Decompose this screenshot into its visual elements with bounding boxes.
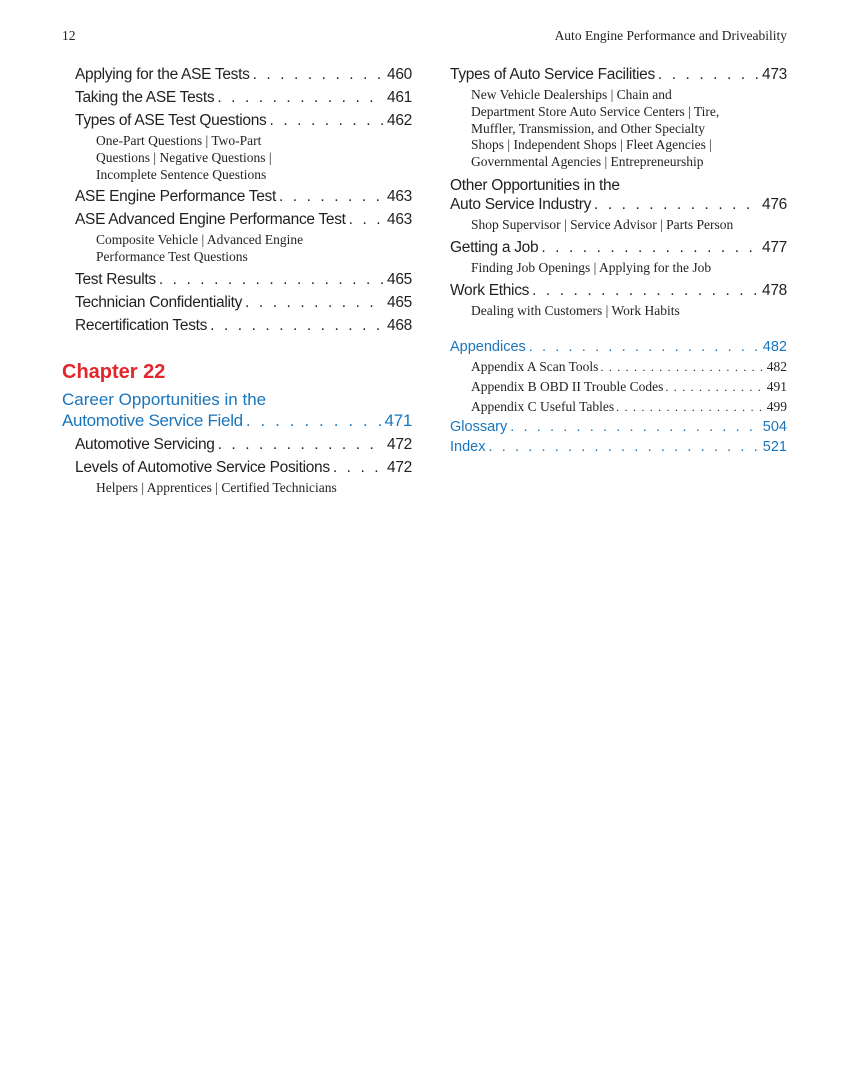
- toc-entry[interactable]: Types of Auto Service Facilities . . . 473: [450, 66, 787, 84]
- toc-subtopics: One-Part Questions | Two-Part Questions | Negative Questions | Incomplete Sentence Questions: [96, 133, 272, 182]
- toc-entry[interactable]: Work Ethics . . . 478: [450, 282, 787, 300]
- chapter-label: Chapter 22: [62, 360, 166, 383]
- chapter-title-entry[interactable]: Automotive Service Field . . . 471: [62, 411, 412, 431]
- toc-entry[interactable]: Auto Service Industry . . . 476: [450, 196, 787, 214]
- toc-subtopics: Dealing with Customers | Work Habits: [471, 302, 680, 318]
- toc-entry[interactable]: ASE Advanced Engine Performance Test . . . 463: [62, 211, 412, 229]
- toc-entry[interactable]: Technician Confidentiality . . . 465: [62, 294, 412, 312]
- toc-entry[interactable]: Automotive Servicing . . . 472: [62, 436, 412, 454]
- toc-entry-line: Other Opportunities in the: [450, 176, 620, 194]
- toc-entry[interactable]: Getting a Job . . . 477: [450, 239, 787, 257]
- toc-entry[interactable]: Test Results . . . 465: [62, 271, 412, 289]
- appendix-entry[interactable]: Appendix B OBD II Trouble Codes . . . 491: [450, 379, 787, 395]
- toc-entry[interactable]: ASE Engine Performance Test . . . 463: [62, 188, 412, 206]
- toc-subtopics: Helpers | Apprentices | Certified Technicians: [96, 479, 337, 495]
- appendix-entry[interactable]: Appendix C Useful Tables . . . 499: [450, 399, 787, 415]
- toc-right-column: [450, 66, 787, 455]
- glossary-entry[interactable]: Glossary . . . 504: [450, 419, 787, 435]
- toc-entry[interactable]: Taking the ASE Tests . . . 461: [62, 89, 412, 107]
- index-entry[interactable]: Index . . . 521: [450, 439, 787, 455]
- toc-subtopics: New Vehicle Dealerships | Chain and Department Store Auto Service Centers | Tire, Muffler, Transmission, and Other Specialty Shops | Independent Shops | Fleet Agencies | Governmental Agencies | Entrepreneurship: [471, 87, 720, 170]
- chapter-title: Career Opportunities in the: [62, 389, 267, 409]
- toc-left-column: [62, 66, 412, 500]
- appendix-entry[interactable]: Appendix A Scan Tools . . . 482: [450, 359, 787, 375]
- toc-subtopics: Shop Supervisor | Service Advisor | Parts Person: [471, 216, 734, 232]
- appendices-entry[interactable]: Appendices . . . 482: [450, 339, 787, 355]
- page-number: 12: [62, 28, 76, 43]
- running-title: Auto Engine Performance and Driveability: [554, 28, 787, 43]
- toc-entry[interactable]: Applying for the ASE Tests . . . 460: [62, 66, 412, 84]
- toc-subtopics: Composite Vehicle | Advanced Engine Performance Test Questions: [96, 232, 304, 265]
- toc-subtopics: Finding Job Openings | Applying for the Job: [471, 259, 712, 275]
- toc-entry[interactable]: Levels of Automotive Service Positions . . . 472: [62, 459, 412, 477]
- page-header: [62, 28, 787, 48]
- toc-entry[interactable]: Recertification Tests . . . 468: [62, 317, 412, 335]
- toc-entry[interactable]: Types of ASE Test Questions . . . 462: [62, 112, 412, 130]
